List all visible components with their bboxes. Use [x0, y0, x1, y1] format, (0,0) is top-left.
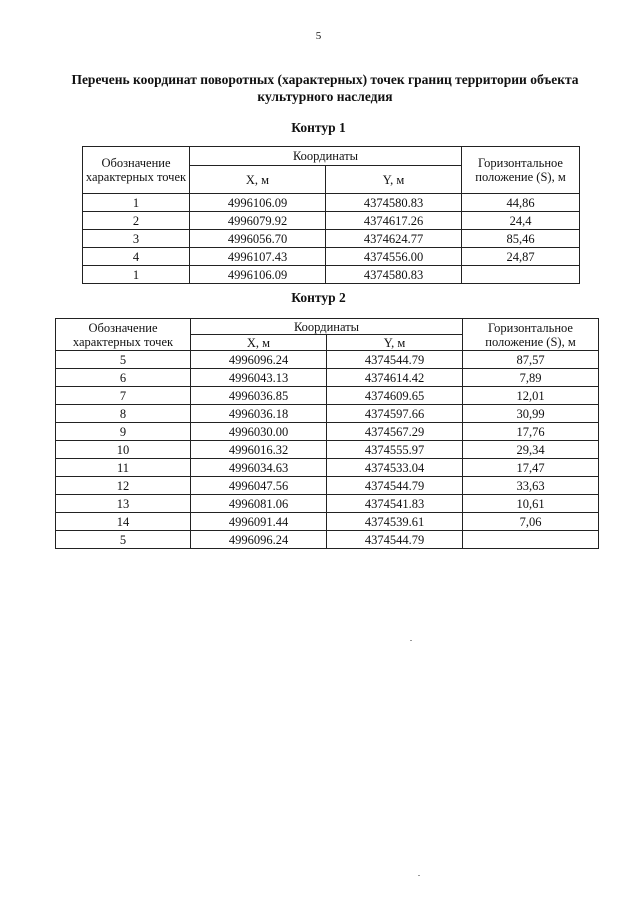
- contour-1-table: [82, 146, 580, 284]
- point-cell: 10: [56, 441, 191, 459]
- x-cell: 4996081.06: [191, 495, 327, 513]
- point-cell: 11: [56, 459, 191, 477]
- contour-1-rows: [83, 194, 580, 284]
- y-cell: 4374614.42: [327, 369, 463, 387]
- point-cell: 1: [83, 194, 190, 212]
- point-cell: 13: [56, 495, 191, 513]
- distance-cell: 44,86: [462, 194, 580, 212]
- y-cell: 4374617.26: [326, 212, 462, 230]
- table-row: [56, 441, 599, 459]
- coordinates-header: Координаты: [191, 319, 463, 335]
- y-header: Y, м: [326, 166, 462, 194]
- distance-cell: 17,47: [463, 459, 599, 477]
- table-row: [56, 513, 599, 531]
- point-cell: 7: [56, 387, 191, 405]
- x-cell: 4996036.85: [191, 387, 327, 405]
- point-header: Обозначение характерных точек: [83, 147, 190, 194]
- y-header: Y, м: [327, 335, 463, 351]
- table-row: [56, 351, 599, 369]
- table-row: [56, 405, 599, 423]
- point-cell: 5: [56, 351, 191, 369]
- contour-2-rows: [56, 351, 599, 549]
- point-cell: 6: [56, 369, 191, 387]
- table-row: [83, 248, 580, 266]
- distance-cell: 24,4: [462, 212, 580, 230]
- table-row: [56, 423, 599, 441]
- x-cell: 4996096.24: [191, 351, 327, 369]
- point-cell: 3: [83, 230, 190, 248]
- y-cell: 4374556.00: [326, 248, 462, 266]
- table-row: [56, 387, 599, 405]
- x-cell: 4996056.70: [190, 230, 326, 248]
- x-cell: 4996034.63: [191, 459, 327, 477]
- y-cell: 4374580.83: [326, 194, 462, 212]
- y-cell: 4374544.79: [327, 531, 463, 549]
- scan-speck: [410, 640, 412, 641]
- distance-cell: 85,46: [462, 230, 580, 248]
- y-cell: 4374544.79: [327, 477, 463, 495]
- point-cell: 1: [83, 266, 190, 284]
- x-cell: 4996047.56: [191, 477, 327, 495]
- scan-speck: [418, 875, 420, 876]
- distance-cell: 30,99: [463, 405, 599, 423]
- document-title: Перечень координат поворотных (характерных) точек границ территории объекта культурного наследия: [71, 72, 579, 104]
- x-header: X, м: [190, 166, 326, 194]
- table-row: [56, 495, 599, 513]
- x-cell: 4996036.18: [191, 405, 327, 423]
- y-cell: 4374555.97: [327, 441, 463, 459]
- distance-header: Горизонтальное положение (S), м: [463, 319, 599, 351]
- page-number: 5: [315, 30, 322, 42]
- table-row: [56, 531, 599, 549]
- x-cell: 4996079.92: [190, 212, 326, 230]
- point-cell: 5: [56, 531, 191, 549]
- table-row: [83, 194, 580, 212]
- distance-cell: [463, 531, 599, 549]
- x-cell: 4996043.13: [191, 369, 327, 387]
- y-cell: 4374533.04: [327, 459, 463, 477]
- y-cell: 4374580.83: [326, 266, 462, 284]
- y-cell: 4374567.29: [327, 423, 463, 441]
- distance-cell: 87,57: [463, 351, 599, 369]
- x-header: X, м: [191, 335, 327, 351]
- coordinates-header: Координаты: [190, 147, 462, 166]
- distance-header: Горизонтальное положение (S), м: [462, 147, 580, 194]
- y-cell: 4374609.65: [327, 387, 463, 405]
- x-cell: 4996106.09: [190, 194, 326, 212]
- contour-2-table: [55, 318, 599, 549]
- contour-2-heading: Контур 2: [291, 290, 346, 305]
- table-row: [56, 477, 599, 495]
- distance-cell: 10,61: [463, 495, 599, 513]
- distance-cell: 29,34: [463, 441, 599, 459]
- point-cell: 2: [83, 212, 190, 230]
- table-row: [56, 459, 599, 477]
- table-row: [83, 230, 580, 248]
- y-cell: 4374541.83: [327, 495, 463, 513]
- point-header: Обозначение характерных точек: [56, 319, 191, 351]
- table-row: [83, 212, 580, 230]
- y-cell: 4374544.79: [327, 351, 463, 369]
- point-cell: 12: [56, 477, 191, 495]
- point-cell: 9: [56, 423, 191, 441]
- table-row: [83, 266, 580, 284]
- x-cell: 4996016.32: [191, 441, 327, 459]
- point-cell: 14: [56, 513, 191, 531]
- point-cell: 8: [56, 405, 191, 423]
- x-cell: 4996091.44: [191, 513, 327, 531]
- distance-cell: 12,01: [463, 387, 599, 405]
- distance-cell: 33,63: [463, 477, 599, 495]
- x-cell: 4996107.43: [190, 248, 326, 266]
- distance-cell: 24,87: [462, 248, 580, 266]
- distance-cell: [462, 266, 580, 284]
- x-cell: 4996030.00: [191, 423, 327, 441]
- y-cell: 4374624.77: [326, 230, 462, 248]
- distance-cell: 17,76: [463, 423, 599, 441]
- point-cell: 4: [83, 248, 190, 266]
- table-row: [56, 369, 599, 387]
- distance-cell: 7,89: [463, 369, 599, 387]
- x-cell: 4996096.24: [191, 531, 327, 549]
- contour-1-heading: Контур 1: [291, 120, 346, 135]
- distance-cell: 7,06: [463, 513, 599, 531]
- y-cell: 4374597.66: [327, 405, 463, 423]
- y-cell: 4374539.61: [327, 513, 463, 531]
- x-cell: 4996106.09: [190, 266, 326, 284]
